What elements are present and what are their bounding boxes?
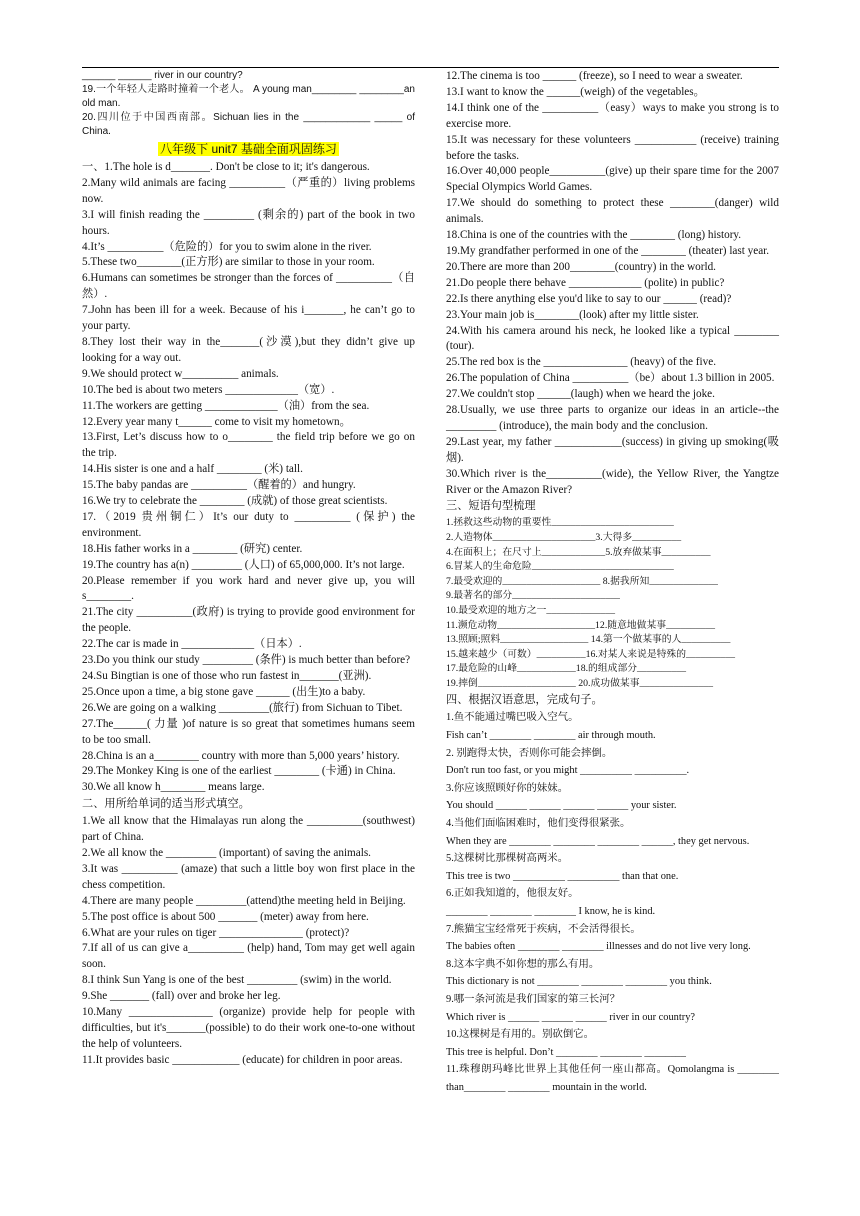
exercise-item: 15.The baby pandas are __________（醒着的）and hungry. xyxy=(82,479,356,492)
exercise-item: 20.There are more than 200________(country) in the world. xyxy=(446,260,716,273)
exercise-item: 11.It provides basic ____________ (educate) for children in poor areas. xyxy=(82,1053,403,1066)
exercise-item: 12.Every year many t______ come to visit my hometown。 xyxy=(82,415,351,428)
phrase-item: 17.最危险的山峰____________18.的组成部分__________ xyxy=(446,663,687,675)
exercise-item: 14.His sister is one and a half ________ (米) tall. xyxy=(82,463,303,476)
phrase-item: 19.摔倒____________________ 20.成功做某事_______________ xyxy=(446,677,713,689)
section-word-forms-left xyxy=(82,814,415,1069)
header-rule xyxy=(82,67,779,68)
exercise-item: 12.The cinema is too ______ (freeze), so I need to wear a sweater. xyxy=(446,70,743,82)
section-heading: 三、短语句型梳理 xyxy=(446,500,536,513)
exercise-item: 2.We all know the _________ (important) of saving the animals. xyxy=(82,846,371,859)
section-heading: 四、根据汉语意思，完成句子。 xyxy=(446,693,603,706)
translation-chinese: 7.熊猫宝宝经常死于疾病，不会活得很长。 xyxy=(446,923,641,935)
exercise-item: 6.What are your rules on tiger _______________ (protect)? xyxy=(82,926,350,939)
section-vocabulary-fill xyxy=(82,160,415,796)
exercise-item: 22.The car is made in _____________（日本）. xyxy=(82,638,302,651)
translation-chinese: 9.哪一条河流是我们国家的第三长河？ xyxy=(446,993,621,1005)
exercise-item: 9.We should protect w__________ animals. xyxy=(82,367,279,380)
exercise-item: 7.If all of us can give a__________ (help) hand, Tom may get well again soon. xyxy=(82,942,415,971)
exercise-item: 8.I think Sun Yang is one of the best _________ (swim) in the world. xyxy=(82,974,392,987)
exercise-item: 13.First, Let’s discuss how to o________ the field trip before we go on the trip. xyxy=(82,431,415,460)
exercise-item: 8.They lost their way in the_______(沙漠),but they didn’t give up looking for a way out. xyxy=(82,335,415,364)
exercise-item: 24.Su Bingtian is one of those who run fastest in_______(亚洲). xyxy=(82,670,372,682)
exercise-item: 18.China is one of the countries with the ________ (long) history. xyxy=(446,229,742,242)
exercise-item: 23.Do you think our study _________ (条件) is much better than before? xyxy=(82,654,411,667)
translation-chinese: 11.珠穆朗玛峰比世界上其他任何一座山都高。Qomolangma is ________ than________ ________ mountain in the world. xyxy=(446,1064,779,1093)
exercise-item: 18.His father works in a ________ (研究) center. xyxy=(82,542,303,555)
phrase-item: 2.人造物体_____________________3.大得多__________ xyxy=(446,531,682,543)
section-word-forms-right xyxy=(446,69,779,498)
exercise-item: 21.The city __________(政府) is trying to provide good environment for the people. xyxy=(82,606,415,635)
translation-english: ________ ________ ________ I know, he is kind. xyxy=(446,905,656,917)
exercise-item: 9.She _______ (fall) over and broke her leg. xyxy=(82,990,281,1003)
exercise-item: 5.The post office is about 500 _______ (meter) away from here. xyxy=(82,910,369,923)
phrase-item: 13.照顾;照料__________________ 14.第一个做某事的人__________ xyxy=(446,634,731,646)
left-column xyxy=(82,69,415,1069)
exercise-item: 一、1.The hole is d_______. Don't be close to it; it's dangerous. xyxy=(82,161,370,173)
translation-english: This tree is two __________ __________ than that one. xyxy=(446,870,679,882)
exercise-item: 15.It was necessary for these volunteers ___________ (receive) training before the tasks. xyxy=(446,133,779,162)
exercise-item: 4.It’s __________（危险的）for you to swim alone in the river. xyxy=(82,240,372,253)
phrase-item: 1.拯救这些动物的重要性_________________________ xyxy=(446,517,674,529)
exercise-item: 28.China is an a________ country with more than 5,000 years’ history. xyxy=(82,749,400,762)
exercise-item: 17.（2019 贵州铜仁）It’s our duty to __________ (保护) the environment. xyxy=(82,510,415,539)
translation-english: This dictionary is not ________ ________ ________ you think. xyxy=(446,976,712,988)
section-phrases xyxy=(446,516,779,691)
exercise-item: 5.These two________(正方形) are similar to those in your room. xyxy=(82,256,375,269)
exercise-item: 7.John has been ill for a week. Because of his i_______, he can’t go to your party. xyxy=(82,304,415,333)
exercise-item: 4.There are many people _________(attend)the meeting held in Beijing. xyxy=(82,894,406,907)
exercise-item: 2.Many wild animals are facing __________（严重的）living problems now. xyxy=(82,176,415,205)
exercise-item: 3.I will finish reading the _________ (剩余的) part of the book in two hours. xyxy=(82,208,415,237)
exercise-item: 3.It was __________ (amaze) that such a little boy won first place in the chess competition. xyxy=(82,862,415,891)
translation-english: This tree is helpful. Don’t ________ ________ ________ xyxy=(446,1046,686,1058)
exercise-item: 21.Do people there behave _____________ (polite) in public? xyxy=(446,276,725,289)
worksheet-title-row xyxy=(82,141,415,159)
exercise-item: 27.We couldn't stop ______(laugh) when we heard the joke. xyxy=(446,388,715,401)
translation-english: When they are ________ ________ ________ ______, they get nervous. xyxy=(446,835,750,847)
section-heading: 二、用所给单词的适当形式填空。 xyxy=(82,798,250,811)
translation-chinese: 8.这本字典不如你想的那么有用。 xyxy=(446,958,600,970)
exercise-item: 25.Once upon a time, a big stone gave ______ (出生)to a baby. xyxy=(82,685,366,698)
exercise-item: 25.The red box is the _______________ (heavy) of the five. xyxy=(446,356,716,369)
translation-chinese: 2. 别跑得太快，否则你可能会摔倒。 xyxy=(446,747,613,759)
right-column xyxy=(446,69,779,1096)
phrase-item: 11.濒危动物____________________12.随意地做某事__________ xyxy=(446,619,716,631)
exercise-item: 30.Which river is the__________(wide), the Yellow River, the Yangtze River or the Amazon River? xyxy=(446,467,779,496)
exercise-item: 11.The workers are getting _____________（油）from the sea. xyxy=(82,399,370,412)
exercise-item: 29.The Monkey King is one of the earliest ________ (卡通) in China. xyxy=(82,765,396,778)
translation-chinese: 3.你应该照顾好你的妹妹。 xyxy=(446,782,569,794)
phrase-item: 7.最受欢迎的____________________ 8.据我所知______________ xyxy=(446,575,718,587)
exercise-item: 14.I think one of the __________（easy）ways to make you strong is to exercise more. xyxy=(446,101,779,130)
phrase-item: 6.冒某人的生命危险_____________________________ xyxy=(446,561,674,573)
exercise-item: 22.Is there anything else you'd like to say to our ______ (read)? xyxy=(446,292,732,305)
exercise-item: 20.Please remember if you work hard and never give up, you will s________. xyxy=(82,574,415,603)
phrase-item: 4.在面积上；在尺寸上_____________5.放弃做某事__________ xyxy=(446,546,711,558)
phrase-item: 9.最著名的部分______________________ xyxy=(446,590,620,602)
translation-chinese: 10.这棵树是有用的。别砍倒它。 xyxy=(446,1029,595,1041)
exercise-item: 29.Last year, my father ____________(success) in giving up smoking(吸烟). xyxy=(446,435,779,464)
translation-chinese: 4.当他们面临困难时，他们变得很紧张。 xyxy=(446,817,631,829)
exercise-item: 16.We try to celebrate the ________ (成就) of those great scientists. xyxy=(82,495,388,508)
translation-english: Which river is ______ ______ ______ river in our country? xyxy=(446,1011,696,1023)
translation-english: The babies often ________ ________ illnesses and do not live very long. xyxy=(446,941,751,953)
translation-chinese: 1.鱼不能通过嘴巴吸入空气。 xyxy=(446,712,579,724)
carryover-line: ______ ______ river in our country? xyxy=(82,70,243,81)
exercise-item: 19.The country has a(n) _________ (人口) of 65,000,000. It’s not large. xyxy=(82,558,405,571)
translation-chinese: 6.正如我知道的，他很友好。 xyxy=(446,888,579,900)
exercise-item: 27.The______( 力量 )of nature is so great that sometimes humans seem to be too small. xyxy=(82,717,415,746)
exercise-item: 28.Usually, we use three parts to organize our ideas in an article--the _________ (introduce), the main body and the conclusion. xyxy=(446,404,779,432)
exercise-item: 30.We all know h________ means large. xyxy=(82,781,265,794)
carryover-line: 19.一个年轻人走路时撞着一个老人。 A young man________ ________an old man. xyxy=(82,84,415,109)
exercise-item: 26.The population of China __________（be）about 1.3 billion in 2005. xyxy=(446,372,775,385)
exercise-item: 10.The bed is about two meters _____________（宽）. xyxy=(82,383,335,396)
exercise-item: 13.I want to know the ______(weigh) of the vegetables。 xyxy=(446,85,705,98)
translation-chinese: 5.这棵树比那棵树高两米。 xyxy=(446,853,569,865)
exercise-item: 19.My grandfather performed in one of the ________ (theater) last year. xyxy=(446,244,770,257)
translation-english: Fish can’t ________ ________ air through mouth. xyxy=(446,730,656,741)
translation-english: You should ______ ______ ______ ______ your sister. xyxy=(446,800,677,812)
exercise-item: 10.Many _______________ (organize) provide help for people with difficulties, but it's_______(possible) to do their work one-to-one without the help of volunteers. xyxy=(82,1006,415,1050)
phrase-item: 10.最受欢迎的地方之一______________ xyxy=(446,604,615,616)
section-translation xyxy=(446,709,779,1096)
exercise-item: 24.With his camera around his neck, he looked like a typical ________ (tour). xyxy=(446,324,779,353)
worksheet-title: 八年级下 unit7 基础全面巩固练习 xyxy=(160,142,337,156)
translation-english: Don't run too fast, or you might __________ __________. xyxy=(446,765,690,777)
phrase-item: 15.越来越少（可数）__________16.对某人来说是特殊的__________ xyxy=(446,648,736,660)
exercise-item: 23.Your main job is________(look) after my little sister. xyxy=(446,308,699,321)
exercise-item: 1.We all know that the Himalayas run along the __________(southwest) part of China. xyxy=(82,815,415,844)
exercise-item: 26.We are going on a walking _________(旅行) from Sichuan to Tibet. xyxy=(82,701,403,714)
exercise-item: 17.We should do something to protect these ________(danger) wild animals. xyxy=(446,197,779,226)
exercise-item: 6.Humans can sometimes be stronger than the forces of __________（自然）. xyxy=(82,272,415,301)
exercise-item: 16.Over 40,000 people__________(give) up their spare time for the 2007 Special Olympics World Games. xyxy=(446,165,779,194)
carryover-line: 20.四川位于中国西南部。Sichuan lies in the ____________ _____ of China. xyxy=(82,112,415,137)
